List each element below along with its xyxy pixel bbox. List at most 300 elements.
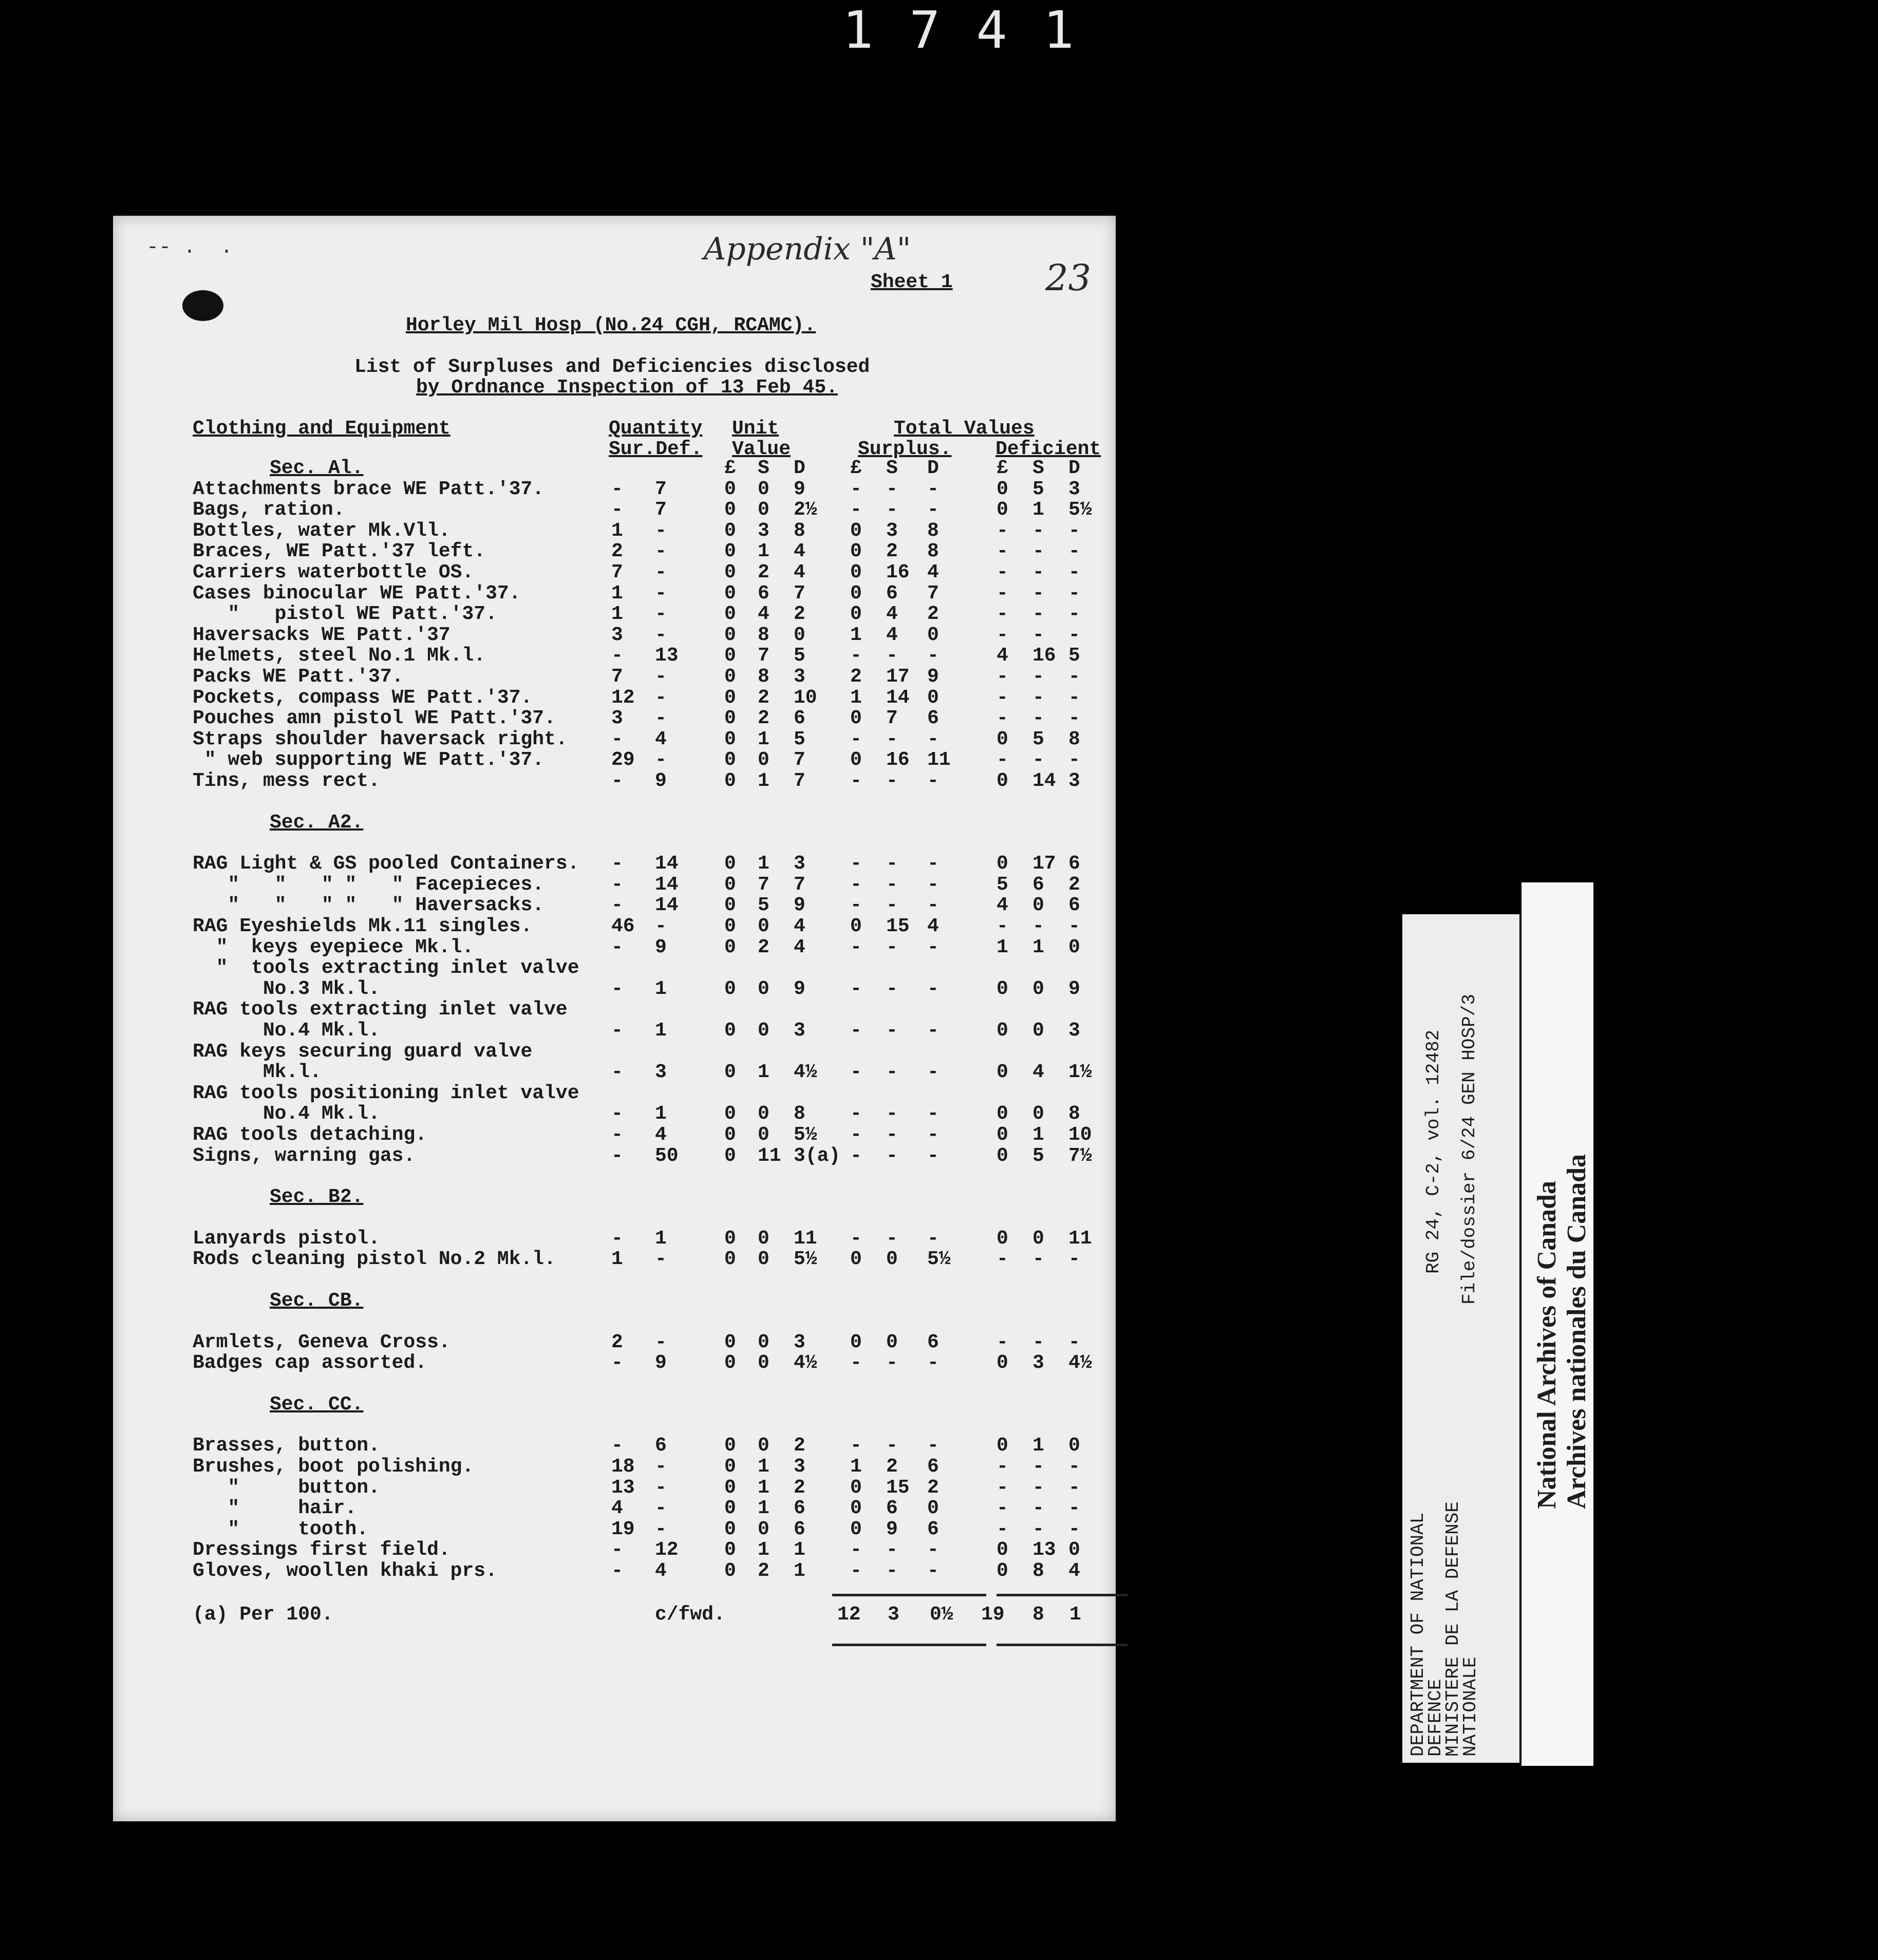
qty-surplus: - (611, 499, 623, 521)
value-u-1: 1 (758, 1476, 769, 1499)
value-d-2: 3 (1068, 770, 1080, 792)
item-name: " tooth. (193, 1518, 369, 1540)
value-s-0: - (850, 1352, 862, 1374)
value-s-1: 6 (886, 582, 898, 605)
value-u-1: 0 (758, 1020, 769, 1042)
value-d-1: 1 (1032, 499, 1044, 521)
value-s-1: - (886, 1539, 898, 1561)
value-s-1: 16 (886, 561, 910, 583)
value-d-0: - (997, 707, 1008, 730)
qty-surplus: - (611, 1124, 623, 1146)
value-s-2: 8 (927, 540, 939, 563)
value-d-0: - (997, 915, 1008, 937)
value-u-0: 0 (724, 894, 736, 917)
value-u-2: 4 (794, 561, 805, 583)
value-u-2: 8 (794, 1103, 805, 1125)
qty-surplus: 1 (611, 603, 623, 626)
qty-deficient: 14 (655, 853, 679, 875)
value-d-2: - (1068, 1497, 1080, 1520)
value-u-2: 3(a) (794, 1144, 841, 1167)
value-s-2: - (927, 1539, 939, 1561)
value-s-0: - (850, 1061, 862, 1084)
value-s-1: 2 (886, 1456, 898, 1478)
qty-deficient: - (655, 1456, 667, 1478)
value-d-2: - (1068, 582, 1080, 605)
ref-line-1: RG 24, C-2, vol. 12482 (1423, 1029, 1444, 1274)
value-d-2: 5½ (1068, 499, 1092, 521)
item-name: RAG tools detaching. (193, 1124, 427, 1146)
value-d-0: - (997, 1331, 1008, 1353)
value-u-2: 4 (794, 936, 805, 958)
value-u-0: 0 (724, 1061, 736, 1084)
qty-surplus: - (611, 977, 623, 1000)
value-d-0: 0 (997, 1352, 1008, 1374)
value-u-2: 7 (794, 770, 805, 792)
deficient-total-pence: 1 (1069, 1604, 1081, 1626)
qty-surplus: 18 (611, 1456, 635, 1478)
value-d-2: 2 (1068, 873, 1080, 896)
value-s-0: - (850, 1539, 862, 1561)
qty-deficient: 4 (655, 1560, 667, 1582)
value-u-2: 2 (794, 1476, 805, 1499)
section-title: Sec. A2. (270, 811, 364, 834)
value-d-0: 0 (997, 1103, 1008, 1125)
value-d-0: - (997, 519, 1008, 542)
value-s-2: - (927, 1103, 939, 1125)
value-s-2: - (927, 1144, 939, 1167)
value-s-1: - (886, 853, 898, 875)
nac-french: Archives nationales du Canada (1562, 1154, 1591, 1509)
dept-line-1: DEPARTMENT OF NATIONAL (1407, 1512, 1429, 1757)
item-name: Tins, mess rect. (193, 770, 380, 792)
value-s-0: 1 (850, 1456, 862, 1478)
value-s-2: 11 (927, 749, 951, 771)
value-s-2: 4 (927, 561, 939, 583)
value-d-0: 1 (997, 936, 1008, 958)
deficient-total-pounds: 19 (981, 1604, 1005, 1626)
value-s-1: 2 (886, 540, 898, 563)
value-u-2: 5½ (794, 1248, 817, 1271)
item-name: RAG Light & GS pooled Containers. (193, 853, 579, 875)
dept-line-4: NATIONALE (1460, 1656, 1481, 1757)
value-u-2: 9 (794, 478, 805, 500)
lsd-header-d-2: D (1068, 457, 1080, 479)
value-d-0: - (997, 1497, 1008, 1520)
value-u-0: 0 (724, 561, 736, 583)
qty-surplus: 12 (611, 686, 635, 709)
qty-surplus: - (611, 853, 623, 875)
value-s-0: 0 (850, 582, 862, 605)
value-s-0: 0 (850, 1518, 862, 1540)
value-u-2: 3 (794, 1331, 805, 1353)
value-u-2: 4½ (794, 1352, 817, 1374)
value-s-0: 0 (850, 603, 862, 626)
value-s-1: 4 (886, 603, 898, 626)
value-s-1: - (886, 1227, 898, 1250)
value-u-1: 0 (758, 749, 769, 771)
value-d-2: 3 (1068, 1020, 1080, 1042)
value-d-0: - (997, 686, 1008, 709)
value-u-0: 0 (724, 1518, 736, 1540)
value-d-2: 3 (1068, 478, 1080, 500)
item-name: Carriers waterbottle OS. (193, 561, 474, 583)
value-s-0: - (850, 1020, 862, 1042)
value-u-1: 2 (758, 686, 769, 709)
qty-surplus: 2 (611, 1331, 623, 1353)
value-d-2: 8 (1068, 1103, 1080, 1125)
qty-surplus: - (611, 1144, 623, 1167)
item-name: " pistol WE Patt.'37. (193, 603, 497, 626)
value-d-2: 11 (1068, 1227, 1092, 1250)
value-d-1: 0 (1032, 894, 1044, 917)
value-d-2: - (1068, 666, 1080, 688)
value-u-1: 7 (758, 873, 769, 896)
value-s-1: 4 (886, 624, 898, 646)
value-s-2: 7 (927, 582, 939, 605)
value-u-2: 9 (794, 894, 805, 917)
value-u-1: 0 (758, 1435, 769, 1457)
item-name: " button. (193, 1476, 380, 1499)
value-s-2: - (927, 770, 939, 792)
item-name: " web supporting WE Patt.'37. (193, 749, 544, 771)
qty-surplus: - (611, 1560, 623, 1582)
qty-deficient: - (655, 749, 667, 771)
value-u-1: 1 (758, 770, 769, 792)
value-s-1: - (886, 1435, 898, 1457)
value-d-1: 13 (1032, 1539, 1056, 1561)
item-name: Lanyards pistol. (193, 1227, 380, 1250)
qty-surplus: - (611, 478, 623, 500)
value-u-0: 0 (724, 915, 736, 937)
qty-surplus: 3 (611, 707, 623, 730)
value-u-2: 9 (794, 977, 805, 1000)
value-u-2: 8 (794, 519, 805, 542)
value-d-0: - (997, 1456, 1008, 1478)
qty-deficient: - (655, 561, 667, 583)
value-s-2: - (927, 499, 939, 521)
qty-deficient: - (655, 915, 667, 937)
value-d-2: - (1068, 540, 1080, 563)
value-s-0: 0 (850, 1497, 862, 1520)
value-s-1: - (886, 1560, 898, 1582)
value-u-2: 0 (794, 624, 805, 646)
value-u-0: 0 (724, 1227, 736, 1250)
sheet-number: Sheet 1 (871, 271, 953, 293)
value-s-2: - (927, 1061, 939, 1084)
value-d-1: - (1032, 1456, 1044, 1478)
qty-surplus: 1 (611, 582, 623, 605)
item-name: " hair. (193, 1497, 357, 1520)
value-u-1: 0 (758, 1124, 769, 1146)
value-s-0: - (850, 499, 862, 521)
value-s-2: 8 (927, 519, 939, 542)
value-d-0: 4 (997, 645, 1008, 667)
value-s-0: - (850, 873, 862, 896)
section-title: Sec. Al. (270, 457, 364, 479)
item-name: Bags, ration. (193, 499, 345, 521)
surplus-total-rule-top (832, 1594, 986, 1596)
value-d-1: 0 (1032, 1103, 1044, 1125)
lsd-header-s-0: £ (850, 457, 862, 479)
value-d-1: 6 (1032, 873, 1044, 896)
value-u-0: 0 (724, 770, 736, 792)
value-d-0: - (997, 749, 1008, 771)
item-name: Signs, warning gas. (193, 1144, 416, 1167)
value-u-0: 0 (724, 1103, 736, 1125)
archive-reference-label (1402, 914, 1519, 1763)
value-s-2: 2 (927, 603, 939, 626)
item-name: Pouches amn pistol WE Patt.'37. (193, 707, 556, 730)
value-s-0: 0 (850, 749, 862, 771)
value-u-0: 0 (724, 1539, 736, 1561)
value-s-2: 0 (927, 1497, 939, 1520)
qty-deficient: - (655, 624, 667, 646)
qty-deficient: - (655, 1331, 667, 1353)
value-u-0: 0 (724, 1560, 736, 1582)
item-name: RAG keys securing guard valve (193, 1040, 533, 1063)
value-d-2: 6 (1068, 853, 1080, 875)
qty-deficient: 1 (655, 977, 667, 1000)
value-d-1: - (1032, 1331, 1044, 1353)
item-name: " " " " " Haversacks. (193, 894, 544, 917)
value-u-0: 0 (724, 499, 736, 521)
value-u-1: 0 (758, 1331, 769, 1353)
item-name: Rods cleaning pistol No.2 Mk.l. (193, 1248, 556, 1271)
value-s-2: 0 (927, 686, 939, 709)
value-d-2: - (1068, 707, 1080, 730)
qty-deficient: - (655, 1476, 667, 1499)
qty-surplus: - (611, 645, 623, 667)
item-name: " " " " " Facepieces. (193, 873, 544, 896)
qty-surplus: - (611, 1435, 623, 1457)
item-name: Packs WE Patt.'37. (193, 666, 404, 688)
dept-line-3: MINISTERE DE LA DEFENSE (1442, 1501, 1463, 1757)
qty-deficient: 4 (655, 1124, 667, 1146)
value-s-2: 4 (927, 915, 939, 937)
value-s-2: 6 (927, 707, 939, 730)
value-d-1: 1 (1032, 1435, 1044, 1457)
value-u-0: 0 (724, 603, 736, 626)
value-s-0: 1 (850, 686, 862, 709)
value-s-1: 7 (886, 707, 898, 730)
ref-line-2: File/dossier 6/24 GEN HOSP/3 (1459, 994, 1480, 1305)
value-d-2: 4 (1068, 1560, 1080, 1582)
value-u-0: 0 (724, 582, 736, 605)
value-d-1: - (1032, 1476, 1044, 1499)
lsd-header-u-0: £ (724, 457, 736, 479)
value-s-2: - (927, 894, 939, 917)
value-u-0: 0 (724, 1497, 736, 1520)
value-s-1: - (886, 894, 898, 917)
value-s-0: - (850, 853, 862, 875)
value-u-1: 8 (758, 666, 769, 688)
qty-surplus: 1 (611, 1248, 623, 1271)
section-title: Sec. B2. (270, 1186, 364, 1209)
value-s-2: - (927, 853, 939, 875)
value-d-0: - (997, 1518, 1008, 1540)
value-d-1: - (1032, 1518, 1044, 1540)
value-u-0: 0 (724, 936, 736, 958)
value-s-0: - (850, 728, 862, 750)
value-s-0: 1 (850, 624, 862, 646)
value-s-0: 0 (850, 1248, 862, 1271)
lsd-header-u-1: S (758, 457, 769, 479)
value-s-0: - (850, 645, 862, 667)
value-d-1: - (1032, 519, 1044, 542)
value-d-0: - (997, 561, 1008, 583)
value-d-2: - (1068, 1331, 1080, 1353)
item-name: No.3 Mk.l. (193, 977, 380, 1000)
value-u-1: 2 (758, 561, 769, 583)
value-d-0: 0 (997, 853, 1008, 875)
qty-deficient: 13 (655, 645, 679, 667)
item-name: Mk.l. (193, 1061, 322, 1084)
dept-line-2: DEFENCE (1425, 1679, 1446, 1757)
item-name: Brushes, boot polishing. (193, 1456, 474, 1478)
qty-deficient: 9 (655, 1352, 667, 1374)
qty-deficient: 1 (655, 1103, 667, 1125)
item-name: RAG tools positioning inlet valve (193, 1082, 579, 1104)
qty-surplus: 19 (611, 1518, 635, 1540)
value-s-2: 2 (927, 1476, 939, 1499)
value-s-1: - (886, 770, 898, 792)
value-s-2: 9 (927, 666, 939, 688)
value-u-0: 0 (724, 1435, 736, 1457)
qty-deficient: 14 (655, 873, 679, 896)
value-d-1: 5 (1032, 478, 1044, 500)
document-page (113, 216, 1116, 1821)
value-s-0: 0 (850, 519, 862, 542)
qty-deficient: 4 (655, 728, 667, 750)
value-u-1: 1 (758, 1456, 769, 1478)
value-u-0: 0 (724, 624, 736, 646)
value-u-1: 0 (758, 1227, 769, 1250)
qty-surplus: 46 (611, 915, 635, 937)
value-d-0: 0 (997, 1227, 1008, 1250)
col-surplus: Surplus. (858, 438, 952, 460)
value-u-1: 0 (758, 1248, 769, 1271)
value-u-2: 1 (794, 1560, 805, 1582)
value-u-2: 2½ (794, 499, 817, 521)
value-d-1: - (1032, 1497, 1044, 1520)
value-d-1: - (1032, 1248, 1044, 1271)
value-s-2: 6 (927, 1518, 939, 1540)
item-name: No.4 Mk.l. (193, 1103, 380, 1125)
value-s-1: - (886, 1020, 898, 1042)
value-s-0: 0 (850, 915, 862, 937)
qty-deficient: - (655, 1497, 667, 1520)
value-d-0: 0 (997, 1435, 1008, 1457)
value-d-1: - (1032, 624, 1044, 646)
value-s-0: - (850, 478, 862, 500)
qty-surplus: - (611, 1061, 623, 1084)
value-d-2: - (1068, 603, 1080, 626)
value-s-0: - (850, 1227, 862, 1250)
value-u-1: 1 (758, 1061, 769, 1084)
qty-surplus: 1 (611, 519, 623, 542)
value-s-2: - (927, 1020, 939, 1042)
item-name: Helmets, steel No.1 Mk.l. (193, 645, 486, 667)
col-total-values: Total Values (894, 418, 1035, 440)
value-d-2: - (1068, 1476, 1080, 1499)
item-name: " keys eyepiece Mk.l. (193, 936, 474, 958)
value-d-2: 4½ (1068, 1352, 1092, 1374)
value-u-1: 5 (758, 894, 769, 917)
value-u-2: 1 (794, 1539, 805, 1561)
value-u-1: 1 (758, 853, 769, 875)
value-s-1: 15 (886, 1476, 910, 1499)
col-value: Value (732, 438, 791, 460)
value-s-1: - (886, 936, 898, 958)
value-u-0: 0 (724, 1124, 736, 1146)
value-s-2: 6 (927, 1456, 939, 1478)
qty-deficient: 12 (655, 1539, 679, 1561)
value-u-2: 3 (794, 853, 805, 875)
value-u-2: 7 (794, 749, 805, 771)
corner-marks: -- . . (146, 236, 233, 259)
value-d-0: 0 (997, 770, 1008, 792)
value-s-0: - (850, 1103, 862, 1125)
value-d-1: 17 (1032, 853, 1056, 875)
value-s-0: - (850, 1144, 862, 1167)
value-s-2: - (927, 478, 939, 500)
value-d-0: 0 (997, 1560, 1008, 1582)
value-s-0: 0 (850, 540, 862, 563)
qty-deficient: 50 (655, 1144, 679, 1167)
value-u-0: 0 (724, 977, 736, 1000)
value-d-1: 5 (1032, 1144, 1044, 1167)
lsd-header-u-2: D (794, 457, 805, 479)
value-d-2: - (1068, 749, 1080, 771)
qty-deficient: 3 (655, 1061, 667, 1084)
item-name: Cases binocular WE Patt.'37. (193, 582, 521, 605)
qty-deficient: - (655, 519, 667, 542)
value-d-1: 0 (1032, 1020, 1044, 1042)
qty-surplus: - (611, 873, 623, 896)
item-name: RAG Eyeshields Mk.11 singles. (193, 915, 533, 937)
value-s-0: - (850, 1560, 862, 1582)
value-s-1: - (886, 478, 898, 500)
value-u-2: 2 (794, 603, 805, 626)
value-d-0: 0 (997, 478, 1008, 500)
col-unit: Unit (732, 418, 779, 440)
value-s-0: 0 (850, 1331, 862, 1353)
qty-deficient: 6 (655, 1435, 667, 1457)
value-d-1: - (1032, 666, 1044, 688)
value-u-1: 1 (758, 1539, 769, 1561)
value-u-0: 0 (724, 1456, 736, 1478)
value-u-0: 0 (724, 478, 736, 500)
qty-surplus: 3 (611, 624, 623, 646)
document-title: Horley Mil Hosp (No.24 CGH, RCAMC). (406, 314, 816, 336)
value-s-1: 6 (886, 1497, 898, 1520)
value-u-0: 0 (724, 540, 736, 563)
appendix-handwritten: Appendix "A" (704, 231, 911, 267)
value-s-1: - (886, 977, 898, 1000)
value-d-1: 5 (1032, 728, 1044, 750)
qty-deficient: 9 (655, 936, 667, 958)
value-s-1: - (886, 1352, 898, 1374)
qty-deficient: - (655, 540, 667, 563)
value-s-1: 16 (886, 749, 910, 771)
value-u-1: 0 (758, 499, 769, 521)
value-u-2: 5½ (794, 1124, 817, 1146)
value-u-0: 0 (724, 645, 736, 667)
value-s-1: 15 (886, 915, 910, 937)
value-u-1: 1 (758, 1497, 769, 1520)
value-u-2: 10 (794, 686, 817, 709)
value-d-0: - (997, 540, 1008, 563)
